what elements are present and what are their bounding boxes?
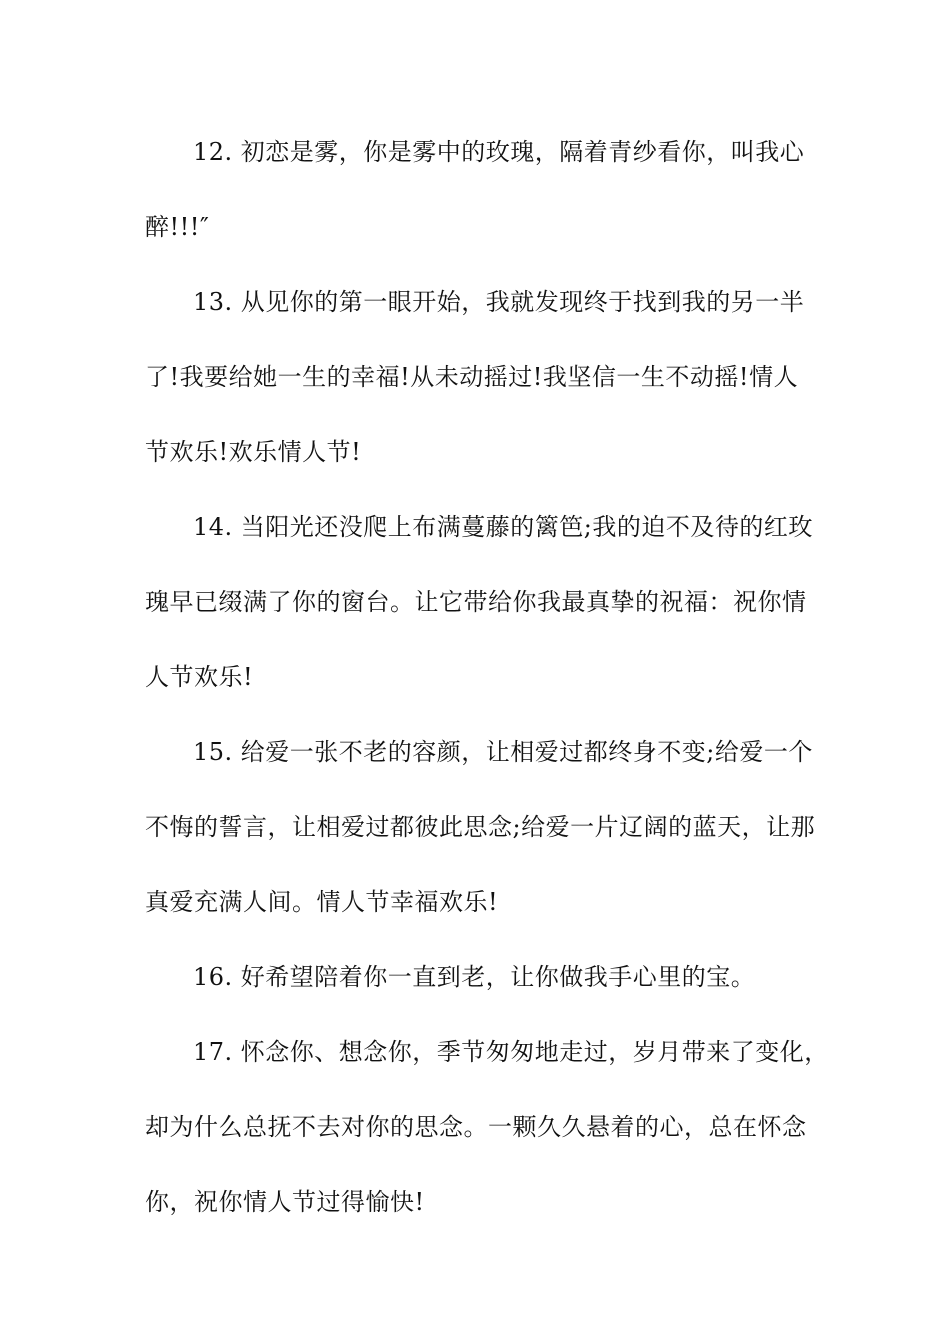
item-15-line-3: 真爱充满人间。情人节幸福欢乐!: [145, 888, 499, 916]
item-12-line-2: 醉!!!″: [145, 213, 210, 241]
item-12-line-1: 12. 初恋是雾，你是雾中的玫瑰，隔着青纱看你，叫我心: [193, 138, 805, 166]
item-17-line-2: 却为什么总抚不去对你的思念。一颗久久悬着的心，总在怀念: [145, 1113, 807, 1141]
item-16-line-1: 16. 好希望陪着你一直到老，让你做我手心里的宝。: [193, 963, 756, 991]
item-13-line-1: 13. 从见你的第一眼开始，我就发现终于找到我的另一半: [193, 288, 805, 316]
item-14-line-1: 14. 当阳光还没爬上布满蔓藤的篱笆;我的迫不及待的红玫: [193, 513, 813, 541]
item-14-line-2: 瑰早已缀满了你的窗台。让它带给你我最真挚的祝福：祝你情: [145, 588, 807, 616]
item-15-line-2: 不悔的誓言，让相爱过都彼此思念;给爱一片辽阔的蓝天，让那: [145, 813, 816, 841]
item-17-line-1: 17. 怀念你、想念你，季节匆匆地走过，岁月带来了变化，: [193, 1038, 829, 1066]
item-17-line-3: 你，祝你情人节过得愉快!: [145, 1188, 425, 1216]
item-13-line-3: 节欢乐!欢乐情人节!: [145, 438, 362, 466]
item-15-line-1: 15. 给爱一张不老的容颜，让相爱过都终身不变;给爱一个: [193, 738, 813, 766]
item-13-line-2: 了!我要给她一生的幸福!从未动摇过!我坚信一生不动摇!情人: [145, 363, 799, 391]
item-14-line-3: 人节欢乐!: [145, 663, 254, 691]
